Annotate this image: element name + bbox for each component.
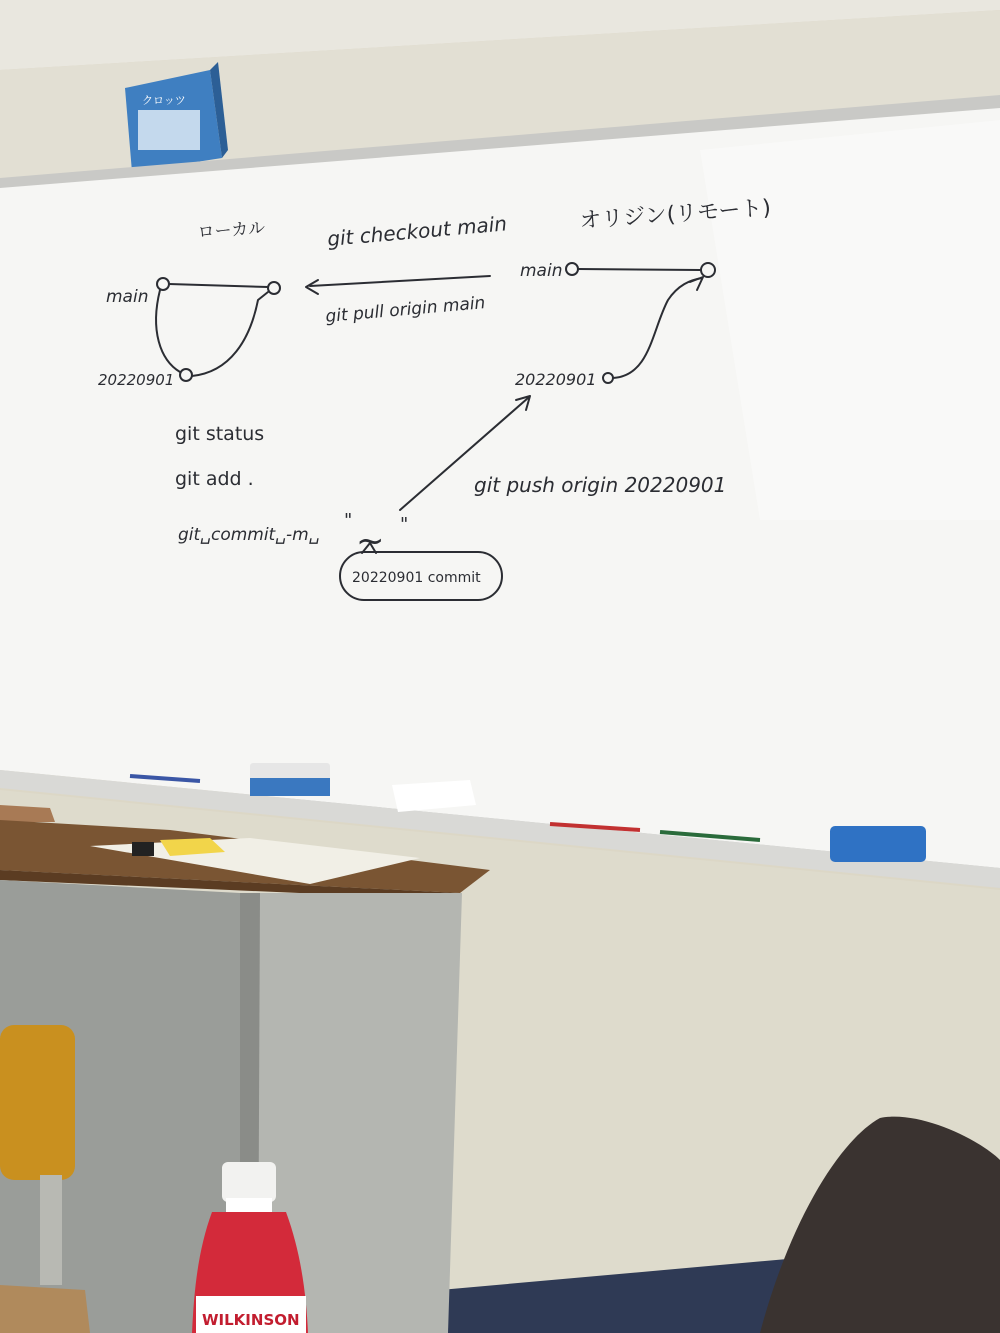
box-label: クロッツ <box>142 94 186 107</box>
cmd-add: git add . <box>175 468 254 490</box>
local-main-label: main <box>106 287 149 307</box>
cmd-pull: git pull origin main <box>324 293 487 327</box>
commit-tilde: ~ <box>356 521 385 561</box>
bottle-label: WILKINSON <box>202 1311 300 1329</box>
cmd-commit: git␣commit␣-m␣ <box>178 525 320 545</box>
commit-example: 20220901 commit <box>352 570 481 586</box>
cmd-push: git push origin 20220901 <box>474 473 727 497</box>
local-title: ローカル <box>196 218 266 243</box>
local-branch-label: 20220901 <box>98 371 175 389</box>
cmd-checkout: git checkout main <box>326 211 508 251</box>
remote-branch-label: 20220901 <box>515 370 597 389</box>
cmd-status: git status <box>175 423 265 445</box>
commit-quote-close: " <box>400 514 409 535</box>
remote-main-line <box>578 269 700 270</box>
remote-main-label: main <box>520 261 563 281</box>
remote-title: オリジン(リモート) <box>578 195 772 234</box>
commit-quote-open: " <box>344 510 353 531</box>
